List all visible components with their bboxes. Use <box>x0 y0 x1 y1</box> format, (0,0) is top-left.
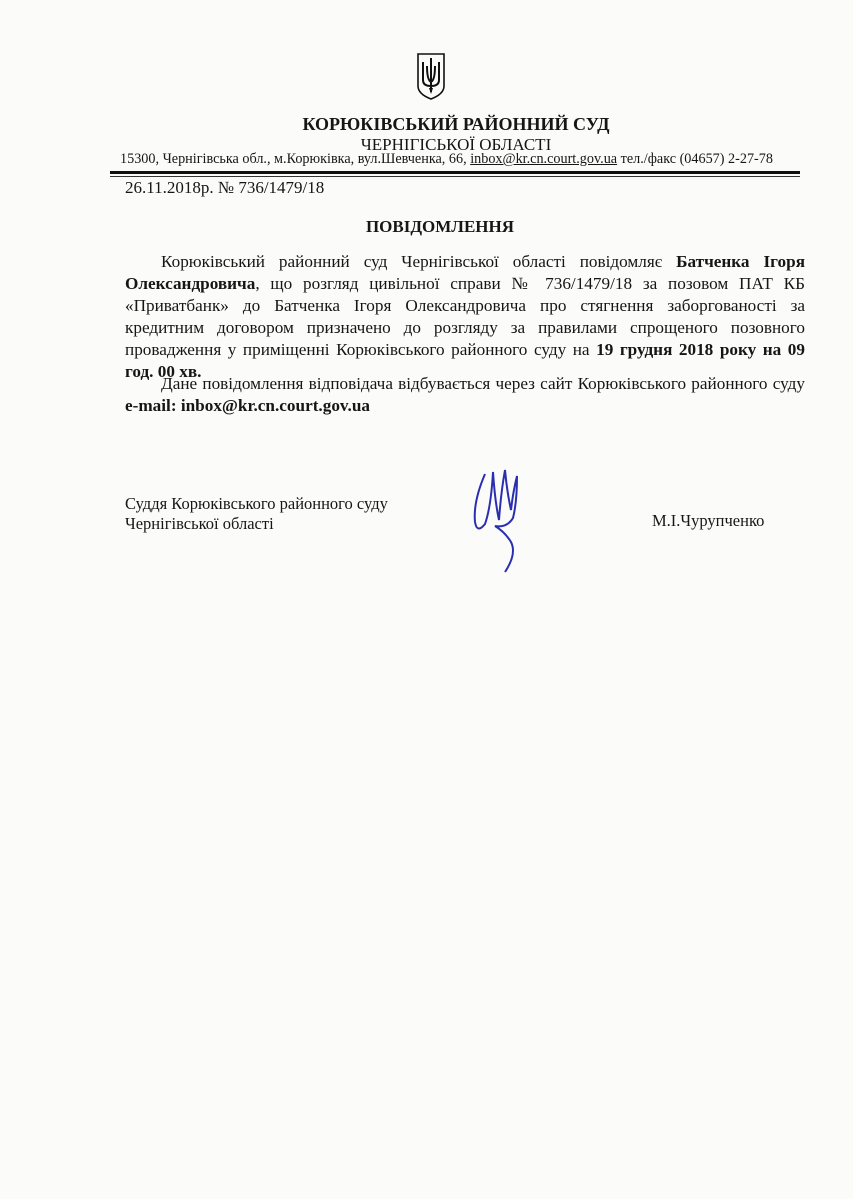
text: Корюківський районний суд Чернігівської області повідомляє <box>161 252 677 271</box>
court-name: КОРЮКІВСЬКИЙ РАЙОННИЙ СУД <box>302 114 610 134</box>
judge-name: М.І.Чурупченко <box>652 511 765 530</box>
document-heading: ПОВІДОМЛЕННЯ <box>365 217 515 236</box>
phone-text: тел./факс (04657) 2-27-78 <box>617 151 773 167</box>
handwritten-signature <box>455 462 535 577</box>
court-address <box>120 151 773 168</box>
judge-title-line1: Суддя Корюківського районного суду <box>125 494 388 513</box>
trident-emblem-icon <box>416 52 446 100</box>
defendant-name: Батченка Ігоря Олександровича <box>125 252 805 294</box>
court-region: ЧЕРНІГІСЬКОЇ ОБЛАСТІ <box>360 135 552 154</box>
notice-paragraph-2 <box>125 373 805 417</box>
text: , що розгляд цивільної справи № 736/1479/18 за позовом ПАТ КБ «Приватбанк» до Батченка Ігоря Олександровича про стягнення заборгованості за кредитним договором призначено до розгляду за правилами спрощеного позовного провадження у приміщенні Корюківського районного суду на <box>125 274 805 360</box>
text: Дане повідомлення відповідача відбувається через сайт Корюківського районного суду <box>161 374 805 393</box>
address-text: 15300, Чернігівська обл., м.Корюківка, вул.Шевченка, 66, <box>120 151 471 167</box>
document-reference: 26.11.2018р. № 736/1479/18 <box>125 178 325 197</box>
contact-email: e-mail: inbox@kr.cn.court.gov.ua <box>125 396 371 416</box>
judge-title-line2: Чернігівської області <box>125 514 274 533</box>
notice-paragraph <box>125 251 805 384</box>
hearing-datetime: 19 грудня 2018 року на 09 год. 00 хв. <box>125 340 805 382</box>
court-email-link[interactable]: inbox@kr.cn.court.gov.ua <box>470 151 618 167</box>
header-rule-thick <box>110 171 800 174</box>
header-rule-thin <box>110 176 800 177</box>
